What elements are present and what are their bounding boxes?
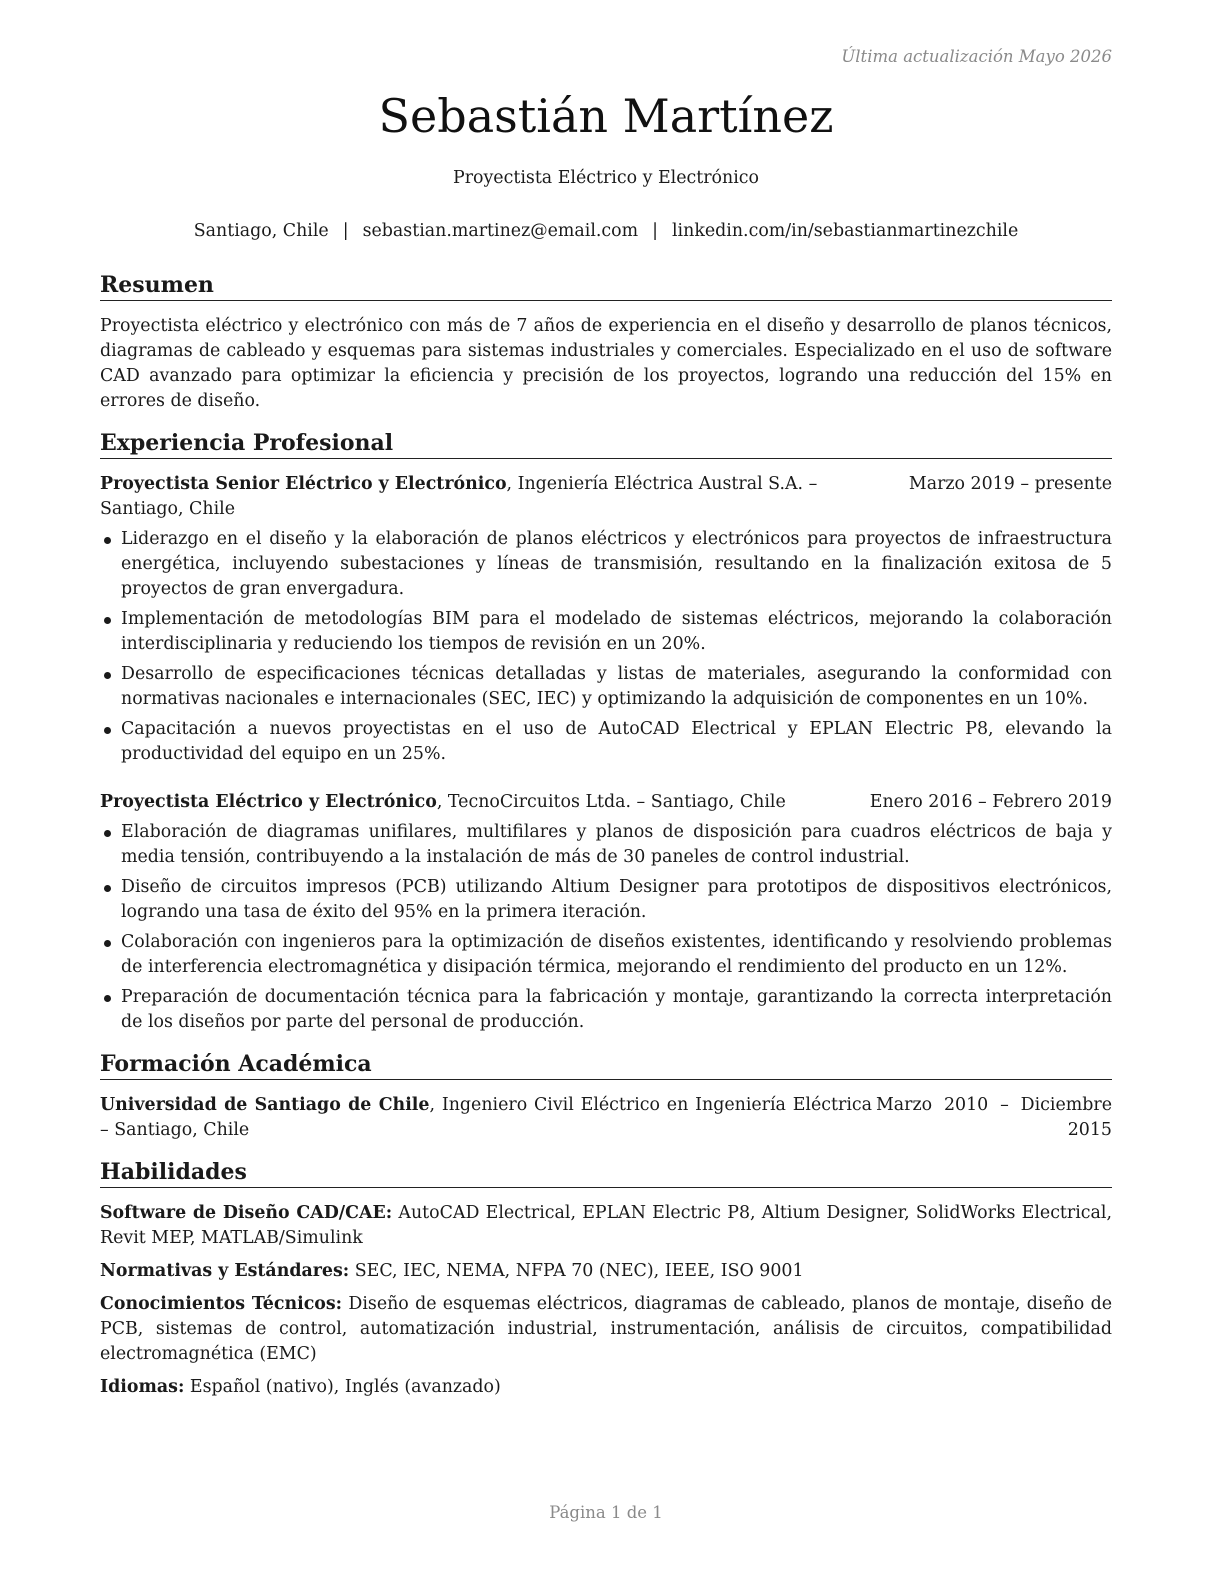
job-title: Proyectista Eléctrico y Electrónico: [453, 168, 759, 188]
education-dates: Marzo 2010 – Diciembre 2015: [876, 1095, 1112, 1140]
skill-label: Idiomas:: [100, 1377, 185, 1397]
job-dates: Enero 2016 – Febrero 2019: [869, 792, 1112, 812]
list-item: Desarrollo de especificaciones técnicas detalladas y listas de materiales, asegurando la conformidad con normativas nacionales e internacionales (SEC, IEC) y optimizando la adquisición de componentes en un 10%.: [100, 662, 1112, 712]
resume-content: [100, 270, 1112, 1400]
skill-value: Diseño de esquemas eléctricos, diagramas de cableado, planos de montaje, diseño de PCB, sistemas de control, automatización industrial, instrumentación, análisis de circuitos, compatibilidad electromagnética (EMC): [100, 1294, 1112, 1364]
skill-item: [100, 1292, 1112, 1367]
skill-value: AutoCAD Electrical, EPLAN Electric P8, Altium Designer, SolidWorks Electrical, Revit MEP, MATLAB/Simulink: [100, 1203, 1112, 1248]
job-entry: [100, 472, 1112, 767]
degree: , Ingeniero Civil Eléctrico en Ingeniería Eléctrica – Santiago, Chile: [100, 1095, 872, 1140]
resume-page: [100, 0, 1112, 1584]
skill-value: Español (nativo), Inglés (avanzado): [184, 1377, 501, 1397]
job-header: [100, 472, 1112, 522]
job-dates: Marzo 2019 – presente: [908, 474, 1112, 494]
job-role: Proyectista Eléctrico y Electrónico: [100, 792, 437, 812]
skill-item: [100, 1375, 1112, 1400]
list-item: Liderazgo en el diseño y la elaboración de planos eléctricos y electrónicos para proyectos de infraestructura energética, incluyendo subestaciones y líneas de transmisión, resultando en la finalización exitosa de 5 proyectos de gran envergadura.: [100, 527, 1112, 602]
education-entry: [100, 1093, 1112, 1143]
skill-item: [100, 1201, 1112, 1251]
list-item: Preparación de documentación técnica para la fabricación y montaje, garantizando la correcta interpretación de los diseños por parte del personal de producción.: [100, 985, 1112, 1035]
job-company: , TecnoCircuitos Ltda. – Santiago, Chile: [436, 792, 786, 812]
location: Santiago, Chile: [193, 221, 329, 241]
candidate-name: Sebastián Martínez: [378, 89, 834, 143]
list-item: Capacitación a nuevos proyectistas en el uso de AutoCAD Electrical y EPLAN Electric P8, elevando la productividad del equipo en un 25%.: [100, 717, 1112, 767]
job-bullets: [100, 820, 1112, 1035]
list-item: Elaboración de diagramas unifilares, multifilares y planos de disposición para cuadros eléctricos de baja y media tensión, contribuyendo a la instalación de más de 30 paneles de control industrial.: [100, 820, 1112, 870]
skill-item: [100, 1259, 1112, 1284]
contact-line: [100, 219, 1112, 244]
skill-value: SEC, IEC, NEMA, NFPA 70 (NEC), IEEE, ISO 9001: [349, 1261, 804, 1281]
job-entry: [100, 790, 1112, 1035]
job-header: [100, 790, 1112, 815]
section-title-education: Formación Académica: [100, 1049, 1112, 1080]
skill-label: Software de Diseño CAD/CAE:: [100, 1203, 393, 1223]
separator: |: [342, 221, 349, 241]
summary-text: Proyectista eléctrico y electrónico con más de 7 años de experiencia en el diseño y desarrollo de planos técnicos, diagramas de cableado y esquemas para sistemas industriales y comerciales. Especializado en el uso de software CAD avanzado para optimizar la eficiencia y precisión de los proyectos, logrando una reducción del 15% en errores de diseño.: [100, 316, 1112, 411]
last-updated: Última actualización Mayo 2026: [841, 47, 1112, 66]
section-title-skills: Habilidades: [100, 1157, 1112, 1188]
section-title-summary: Resumen: [100, 270, 1112, 301]
page-number: Página 1 de 1: [549, 1503, 663, 1522]
job-role: Proyectista Senior Eléctrico y Electrónico: [100, 474, 507, 494]
job-bullets: [100, 527, 1112, 767]
section-title-experience: Experiencia Profesional: [100, 428, 1112, 459]
skill-label: Normativas y Estándares:: [100, 1261, 350, 1281]
list-item: Diseño de circuitos impresos (PCB) utilizando Altium Designer para prototipos de dispositivos electrónicos, logrando una tasa de éxito del 95% en la primera iteración.: [100, 875, 1112, 925]
list-item: Colaboración con ingenieros para la optimización de diseños existentes, identificando y resolviendo problemas de interferencia electromagnética y disipación térmica, mejorando el rendimiento del producto en un 12%.: [100, 930, 1112, 980]
school-name: Universidad de Santiago de Chile: [100, 1095, 430, 1115]
list-item: Implementación de metodologías BIM para el modelado de sistemas eléctricos, mejorando la colaboración interdisciplinaria y reduciendo los tiempos de revisión en un 20%.: [100, 607, 1112, 657]
separator: |: [652, 221, 658, 241]
skill-label: Conocimientos Técnicos:: [100, 1294, 343, 1314]
email-link[interactable]: sebastian.martinez@email.com: [362, 221, 639, 241]
linkedin-link[interactable]: linkedin.com/in/sebastianmartinezchile: [672, 221, 1019, 241]
job-company: , Ingeniería Eléctrica Austral S.A. – Santiago, Chile: [100, 474, 818, 519]
